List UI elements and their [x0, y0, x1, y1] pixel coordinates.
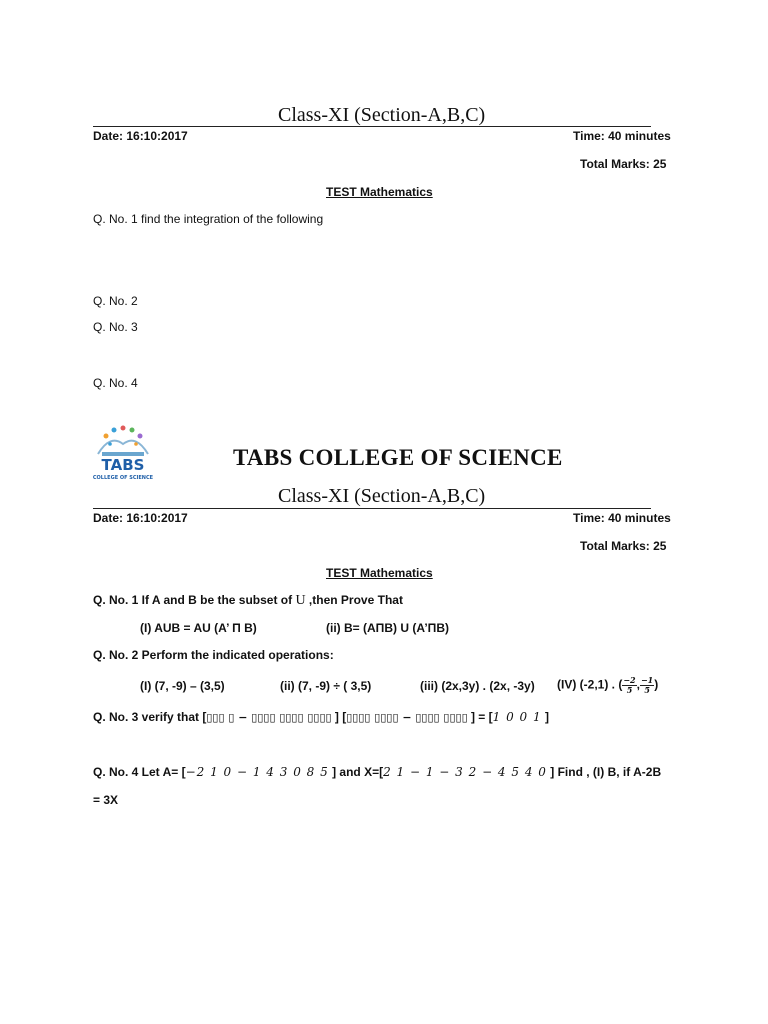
q2-part-iii: (iii) (2x,3y) . (2x, -3y)	[420, 679, 535, 693]
q1-part-i: (I) AUB = AU (A’ Π B)	[140, 621, 257, 635]
test-title-top: TEST Mathematics	[326, 185, 433, 199]
fraction-comma: ,	[636, 677, 640, 692]
title-rule-bottom	[93, 508, 651, 509]
q3-matrix-1: ▯▯▯ ▯ − ▯▯▯▯ ▯▯▯▯ ▯▯▯▯	[206, 711, 332, 724]
q2-iv-prefix: (IV) (-2,1) . (	[557, 677, 623, 692]
q3-end: ]	[541, 710, 549, 724]
fraction-2-numerator: −1	[640, 675, 654, 685]
time-bottom: Time: 40 minutes	[573, 511, 671, 525]
question-4-top: Q. No. 4	[93, 376, 138, 390]
logo-text: TABS	[101, 456, 145, 474]
q3-mid: ] [	[331, 710, 347, 724]
universal-set-symbol: U	[295, 593, 306, 608]
date-bottom: Date: 16:10:2017	[93, 511, 188, 525]
identity-matrix: 1 0 0 1	[492, 710, 542, 724]
date-top: Date: 16:10:2017	[93, 129, 188, 143]
total-marks-top: Total Marks: 25	[580, 157, 667, 171]
question-3-top: Q. No. 3	[93, 320, 138, 334]
fraction-1-denominator: 5	[626, 685, 633, 695]
q4-prefix: Q. No. 4 Let A= [	[93, 765, 186, 779]
total-marks-bottom: Total Marks: 25	[580, 539, 667, 553]
fraction-2-denominator: 5	[644, 685, 650, 695]
q3-matrix-2: ▯▯▯▯ ▯▯▯▯ − ▯▯▯▯ ▯▯▯▯	[346, 711, 468, 724]
fraction-1	[622, 676, 636, 695]
q1-part-ii: (ii) B= (AΠB) U (A’ΠB)	[326, 621, 449, 635]
question-3-bottom	[93, 710, 549, 724]
question-1-bottom	[93, 593, 403, 609]
q2-part-i: (I) (7, -9) – (3,5)	[140, 679, 225, 693]
q3-prefix: Q. No. 3 verify that [	[93, 710, 207, 724]
college-logo	[92, 424, 154, 486]
q2-part-ii: (ii) (7, -9) ÷ ( 3,5)	[280, 679, 372, 693]
question-4-bottom	[93, 765, 661, 779]
matrix-x: 2 1 − 1 − 3 2 − 4 5 4 0	[383, 765, 547, 779]
class-title-bottom: Class-XI (Section-A,B,C)	[278, 485, 486, 507]
q4-mid: ] and X=[	[328, 765, 384, 779]
logo-subtext: COLLEGE OF SCIENCE	[92, 475, 154, 481]
class-title-top: Class-XI (Section-A,B,C)	[278, 104, 486, 126]
title-rule-top	[93, 126, 651, 127]
question-1-top: Q. No. 1 find the integration of the following	[93, 212, 324, 226]
question-2-bottom: Q. No. 2 Perform the indicated operations:	[93, 648, 334, 662]
fraction-2	[640, 676, 654, 695]
test-title-bottom: TEST Mathematics	[326, 566, 433, 580]
question-4-line-2: = 3X	[93, 793, 119, 807]
q1-prefix: Q. No. 1 If A and B be the subset of	[93, 593, 296, 607]
time-top: Time: 40 minutes	[573, 129, 671, 143]
college-name: TABS COLLEGE OF SCIENCE	[233, 445, 563, 470]
question-2-top: Q. No. 2	[93, 294, 138, 308]
q2-part-iv	[557, 676, 658, 695]
q4-suffix: ] Find , (I) B, if A-2B	[546, 765, 662, 779]
q2-iv-close: )	[654, 677, 659, 692]
q1-suffix: ,then Prove That	[305, 593, 403, 607]
matrix-a: −2 1 0 − 1 4 3 0 8 5	[185, 765, 329, 779]
fraction-1-numerator: −2	[623, 675, 636, 685]
q3-equals: ] = [	[467, 710, 493, 724]
